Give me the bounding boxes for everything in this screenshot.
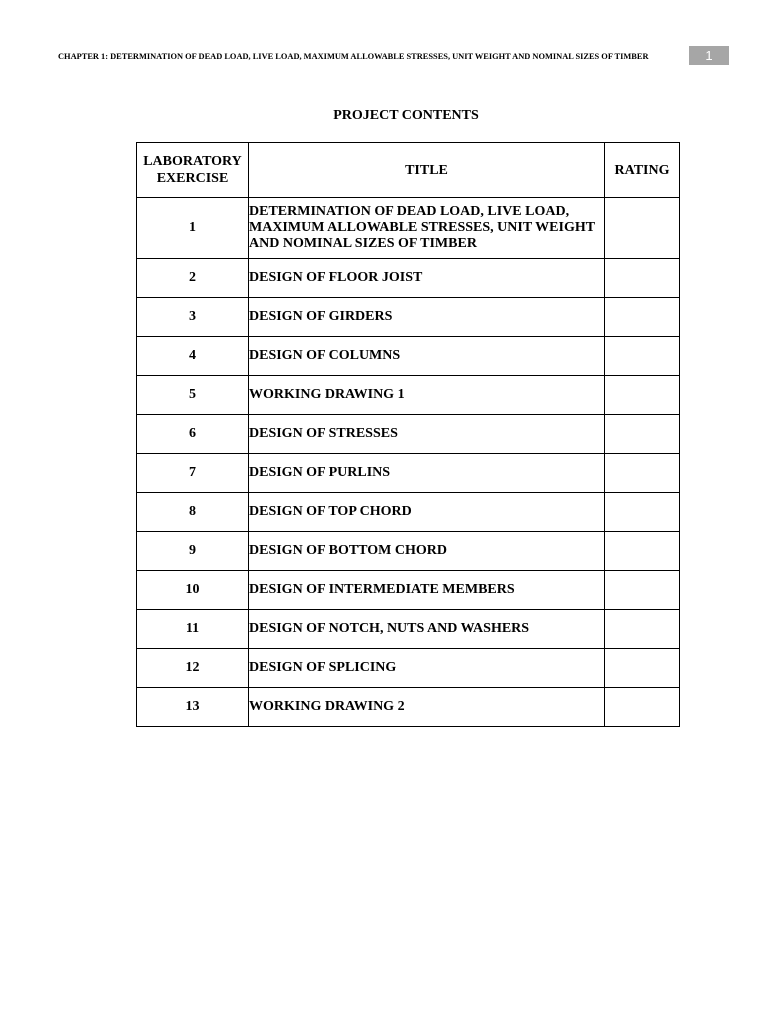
exercise-title: DESIGN OF COLUMNS (249, 337, 605, 376)
rating-cell[interactable] (605, 532, 680, 571)
table-row (137, 493, 680, 532)
exercise-title: DESIGN OF GIRDERS (249, 298, 605, 337)
exercise-title: WORKING DRAWING 1 (249, 376, 605, 415)
exercise-number: 4 (137, 337, 249, 376)
rating-cell[interactable] (605, 610, 680, 649)
header-laboratory-exercise (137, 143, 249, 198)
exercise-title: DESIGN OF SPLICING (249, 649, 605, 688)
header-exercise-line1: LABORATORY (143, 154, 242, 169)
exercise-number: 10 (137, 571, 249, 610)
rating-cell[interactable] (605, 454, 680, 493)
table-row (137, 376, 680, 415)
exercise-title: DESIGN OF TOP CHORD (249, 493, 605, 532)
table-row (137, 532, 680, 571)
running-header (0, 46, 768, 66)
rating-cell[interactable] (605, 649, 680, 688)
rating-cell[interactable] (605, 688, 680, 727)
contents-table (136, 142, 680, 727)
exercise-number: 11 (137, 610, 249, 649)
rating-cell[interactable] (605, 571, 680, 610)
exercise-number: 13 (137, 688, 249, 727)
exercise-number: 12 (137, 649, 249, 688)
table-row (137, 259, 680, 298)
exercise-number: 1 (137, 198, 249, 259)
page-number-badge: 1 (689, 46, 729, 65)
table-header-row (137, 143, 680, 198)
exercise-number: 7 (137, 454, 249, 493)
table-row (137, 571, 680, 610)
exercise-title: DESIGN OF BOTTOM CHORD (249, 532, 605, 571)
table-row (137, 610, 680, 649)
rating-cell[interactable] (605, 376, 680, 415)
table-row (137, 649, 680, 688)
exercise-title: WORKING DRAWING 2 (249, 688, 605, 727)
rating-cell[interactable] (605, 493, 680, 532)
table-row (137, 298, 680, 337)
exercise-number: 6 (137, 415, 249, 454)
header-exercise-line2: EXERCISE (156, 171, 229, 186)
rating-cell[interactable] (605, 198, 680, 259)
running-header-title: CHAPTER 1: DETERMINATION OF DEAD LOAD, LIVE LOAD, MAXIMUM ALLOWABLE STRESSES, UNIT WEIGHT AND NOMINAL SIZES OF TIMBER (58, 52, 649, 61)
table-row (137, 454, 680, 493)
table-row (137, 688, 680, 727)
exercise-number: 8 (137, 493, 249, 532)
table-row (137, 198, 680, 259)
exercise-title: DESIGN OF FLOOR JOIST (249, 259, 605, 298)
exercise-title: DESIGN OF STRESSES (249, 415, 605, 454)
rating-cell[interactable] (605, 298, 680, 337)
exercise-title: DETERMINATION OF DEAD LOAD, LIVE LOAD, MAXIMUM ALLOWABLE STRESSES, UNIT WEIGHT AND NOMINAL SIZES OF TIMBER (249, 198, 605, 259)
header-rating: RATING (605, 143, 680, 198)
rating-cell[interactable] (605, 259, 680, 298)
rating-cell[interactable] (605, 337, 680, 376)
table-row (137, 337, 680, 376)
rating-cell[interactable] (605, 415, 680, 454)
page-title: PROJECT CONTENTS (333, 108, 479, 123)
exercise-title: DESIGN OF INTERMEDIATE MEMBERS (249, 571, 605, 610)
exercise-number: 2 (137, 259, 249, 298)
exercise-number: 9 (137, 532, 249, 571)
header-title: TITLE (249, 143, 605, 198)
exercise-title: DESIGN OF NOTCH, NUTS AND WASHERS (249, 610, 605, 649)
table-row (137, 415, 680, 454)
exercise-title: DESIGN OF PURLINS (249, 454, 605, 493)
exercise-number: 5 (137, 376, 249, 415)
exercise-number: 3 (137, 298, 249, 337)
